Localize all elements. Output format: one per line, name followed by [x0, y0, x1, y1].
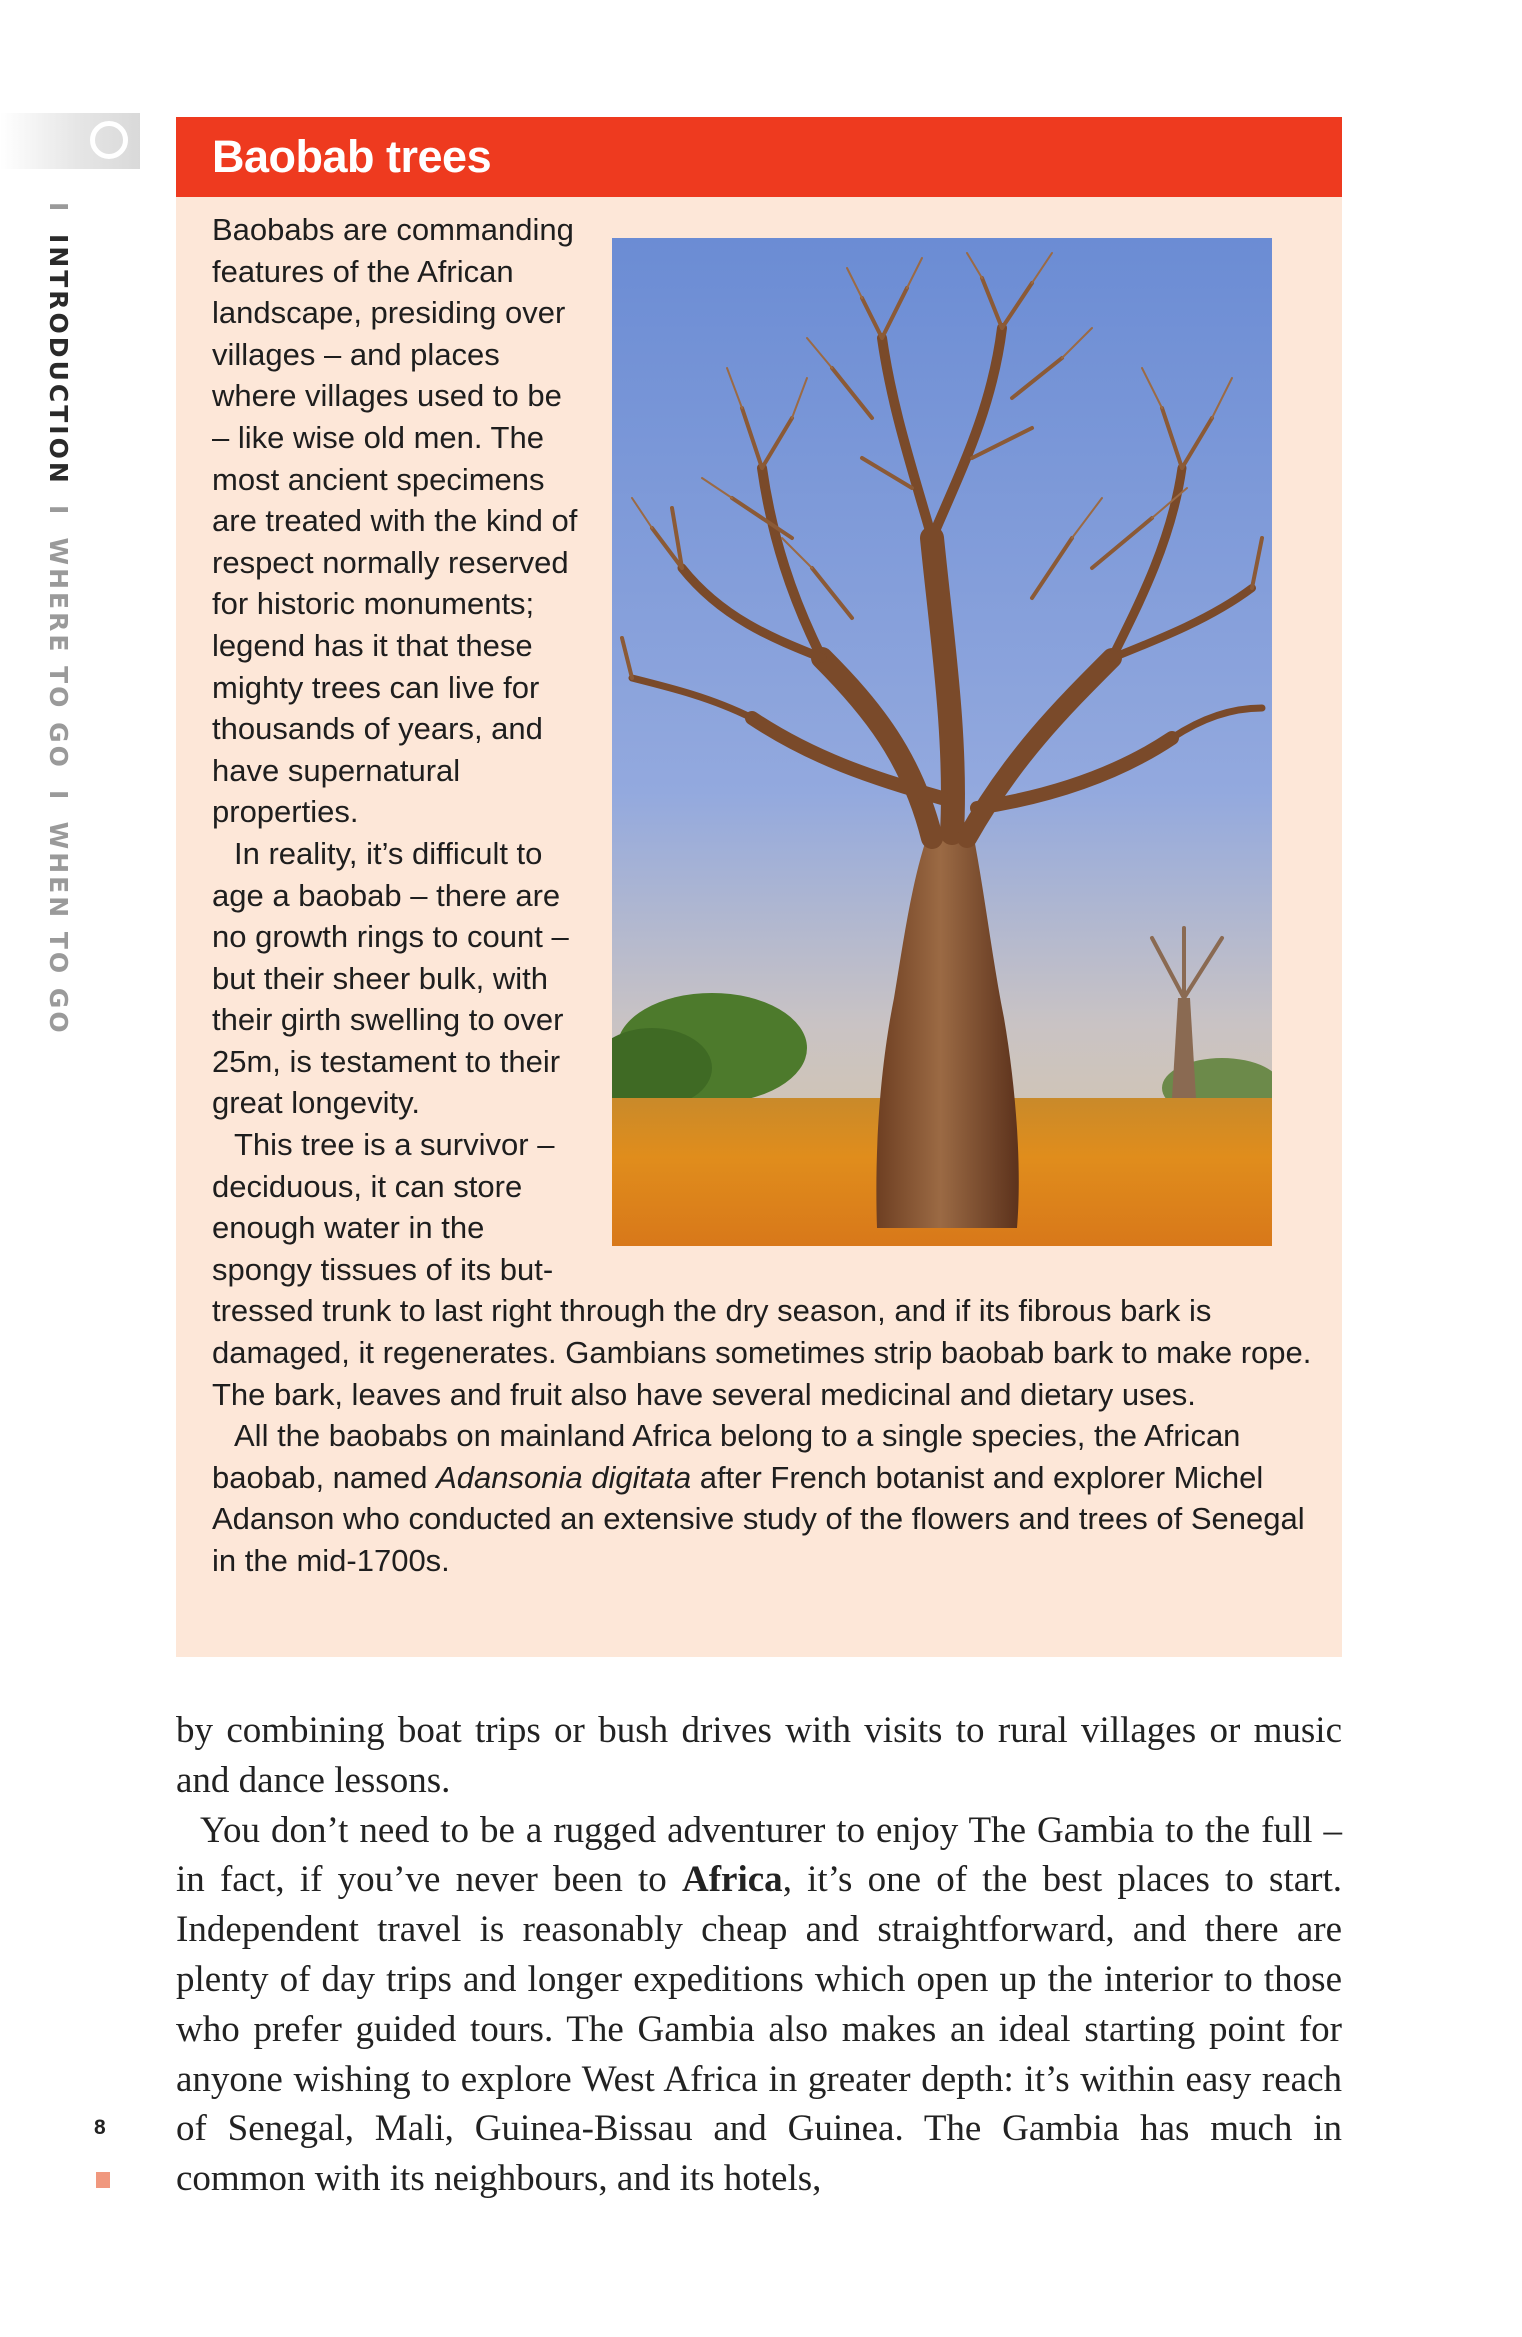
main-paragraph-2 [176, 1806, 1342, 2204]
feature-paragraph-1: Baobabs are commanding features of the African landscape, presiding over villages – and places where villages used to be – like wise old men. The most ancient specimens are treated with the kind of respect normally reserved for historic monuments; legend has it that these mighty trees can live for thousands of years, and have supernatural properties. [212, 212, 578, 830]
feature-paragraph-3: This tree is a survivor – deciduous, it can store enough water in the spongy tissues of its buttressed trunk to last right through the dry season, and if its fibrous bark is damaged, it regenerates. Gambians sometimes strip baobab bark to make rope. The bark, leaves and fruit also have several medicinal and dietary uses. [212, 1127, 1312, 1412]
side-nav-where-to-go: WHERE TO GO [44, 537, 73, 770]
feature-paragraph-4-text-end: after French botanist and explorer Michel Adanson who conducted an extensive study of the flowers and trees of Senegal in the mid-1700s. [212, 1459, 1305, 1578]
side-nav-introduction: INTRODUCTION [44, 234, 73, 486]
feature-box-title: Baobab trees [212, 131, 492, 182]
feature-paragraph-4-text: All the baobabs on mainland Africa belong to a single species, the African baobab, named [212, 1418, 1241, 1495]
baobab-feature-box [176, 117, 1342, 1657]
feature-paragraph-2: In reality, it’s difficult to age a baobab – there are no growth rings to count – but their sheer bulk, with their girth swelling to over 25m, is testament to their great longevity. [212, 835, 569, 1121]
baobab-tree-illustration [612, 238, 1272, 1246]
section-tab-circle-icon [90, 121, 128, 159]
side-navigation [44, 194, 73, 1036]
species-name: Adansonia digitata [436, 1459, 692, 1495]
main-paragraph-1: by combining boat trips or bush drives with visits to rural villages or music and dance lessons. [176, 1710, 1342, 1801]
africa-highlight: Africa [682, 1859, 783, 1901]
side-nav-separator: I [44, 505, 73, 518]
main-paragraph-2-text: You don’t need to be a rugged adventurer to enjoy The Gambia to the full – in fact, if you’ve never been to [176, 1809, 1342, 1901]
side-nav-separator: I [44, 202, 73, 215]
feature-paragraph-4 [212, 1415, 1312, 1581]
feature-box-body [212, 209, 1312, 1582]
side-nav-when-to-go: WHEN TO GO [44, 821, 73, 1036]
main-paragraph-2-text-end: , it’s one of the best places to start. Independent travel is reasonably cheap and straightforward, and there are plenty of day trips and longer expeditions which open up the interior to those who prefer guided tours. The Gambia also makes an ideal starting point for anyone wishing to explore West Africa in greater depth: it’s within easy reach of Senegal, Mali, Guinea-Bissau and Guinea. The Gambia has much in common with its neighbours, and its hotels, [176, 1859, 1342, 2200]
page-number: 8 [94, 2116, 106, 2139]
feature-box-header [176, 117, 1342, 197]
main-text [176, 1706, 1342, 2204]
side-nav-separator: I [44, 789, 73, 802]
baobab-tree-photo [612, 238, 1272, 1246]
page-marker-square [96, 2172, 110, 2188]
